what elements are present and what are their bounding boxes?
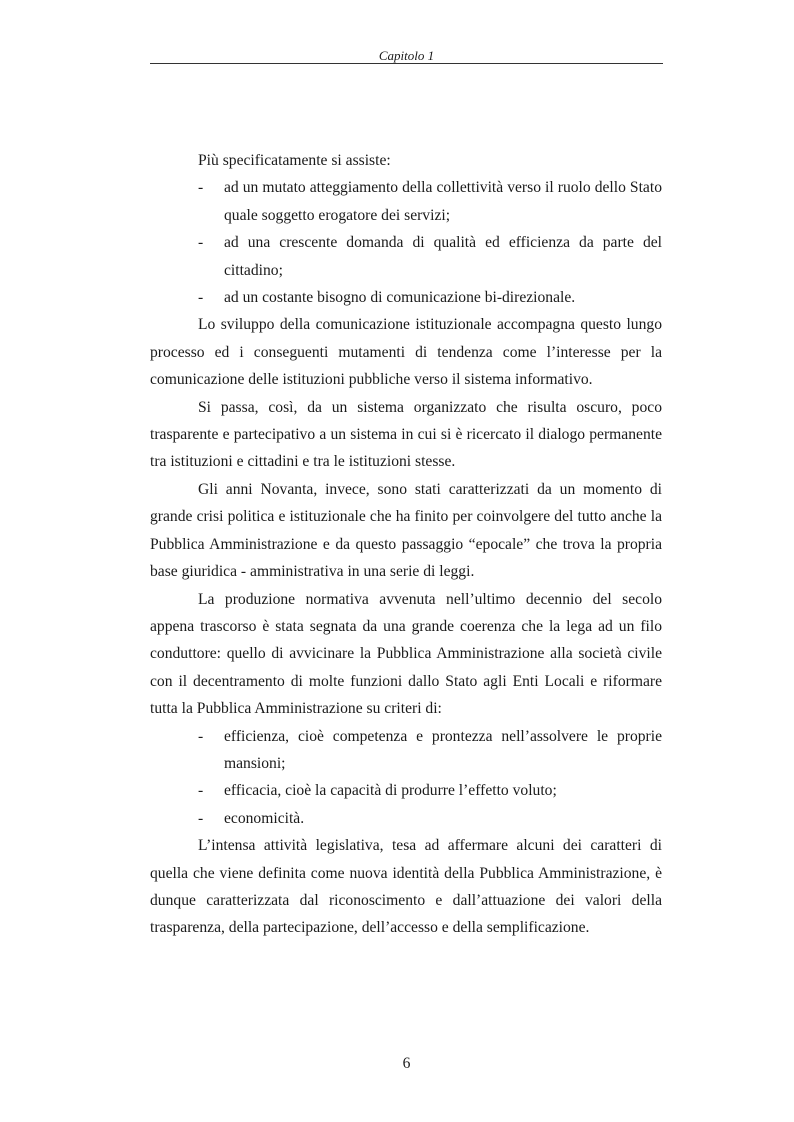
list-item-text: ad un costante bisogno di comunicazione bi-direzionale. xyxy=(224,289,576,307)
dash-marker: - xyxy=(198,727,204,745)
paragraph: Lo sviluppo della comunicazione istituzionale accompagna questo lungo processo ed i conseguenti mutamenti di tendenza come l’interesse per la comunicazione delle istituzioni pubbliche verso il sistema informativo. xyxy=(150,316,662,389)
list-item xyxy=(198,805,662,832)
intro-paragraph: Più specificatamente si assiste: xyxy=(198,152,391,169)
dash-marker: - xyxy=(198,179,204,197)
list-item xyxy=(198,229,662,284)
dash-marker: - xyxy=(198,234,204,252)
list-item xyxy=(198,777,662,804)
list-item-text: efficienza, cioè competenza e prontezza nell’assolvere le proprie mansioni; xyxy=(224,727,662,772)
list-item-text: efficacia, cioè la capacità di produrre l’effetto voluto; xyxy=(224,782,557,800)
services-list xyxy=(150,174,662,311)
criteria-list xyxy=(150,723,662,833)
page-number: 6 xyxy=(402,1055,411,1072)
closing-paragraph: L’intensa attività legislativa, tesa ad affermare alcuni dei caratteri di quella che viene definita come nuova identità della Pubblica Amministrazione, è dunque caratterizzata dal riconoscimento e dall’attuazione dei valori della trasparenza, della partecipazione, dell’accesso e della semplificazione. xyxy=(150,837,662,937)
list-item xyxy=(198,174,662,229)
list-item-text: ad un mutato atteggiamento della collettività verso il ruolo dello Stato quale soggetto erogatore dei servizi; xyxy=(224,179,662,224)
dash-marker: - xyxy=(198,782,204,800)
list-item xyxy=(198,723,662,778)
paragraph: La produzione normativa avvenuta nell’ultimo decennio del secolo appena trascorso è stata segnata da una grande coerenza che la lega ad un filo conduttore: quello di avvicinare la Pubblica Amministrazione alla società civile con il decentramento di molte funzioni dallo Stato agli Enti Locali e riformare tutta la Pubblica Amministrazione su criteri di: xyxy=(150,590,662,718)
body-text xyxy=(150,147,662,942)
dash-marker: - xyxy=(198,809,204,827)
paragraph: Gli anni Novanta, invece, sono stati caratterizzati da un momento di grande crisi politica e istituzionale che ha finito per coinvolgere del tutto anche la Pubblica Amministrazione e da questo passaggio “epocale” che trova la propria base giuridica - amministrativa in una serie di leggi. xyxy=(150,480,662,581)
list-item xyxy=(198,284,662,311)
list-item-text: economicità. xyxy=(224,809,305,827)
header-rule xyxy=(150,63,663,64)
running-header: Capitolo 1 xyxy=(378,48,435,63)
list-item-text: ad una crescente domanda di qualità ed efficienza da parte del cittadino; xyxy=(224,234,662,279)
dash-marker: - xyxy=(198,289,204,307)
paragraph: Si passa, così, da un sistema organizzato che risulta oscuro, poco trasparente e partecipativo a un sistema in cui si è ricercato il dialogo permanente tra istituzioni e cittadini e tra le istituzioni stesse. xyxy=(150,398,662,471)
